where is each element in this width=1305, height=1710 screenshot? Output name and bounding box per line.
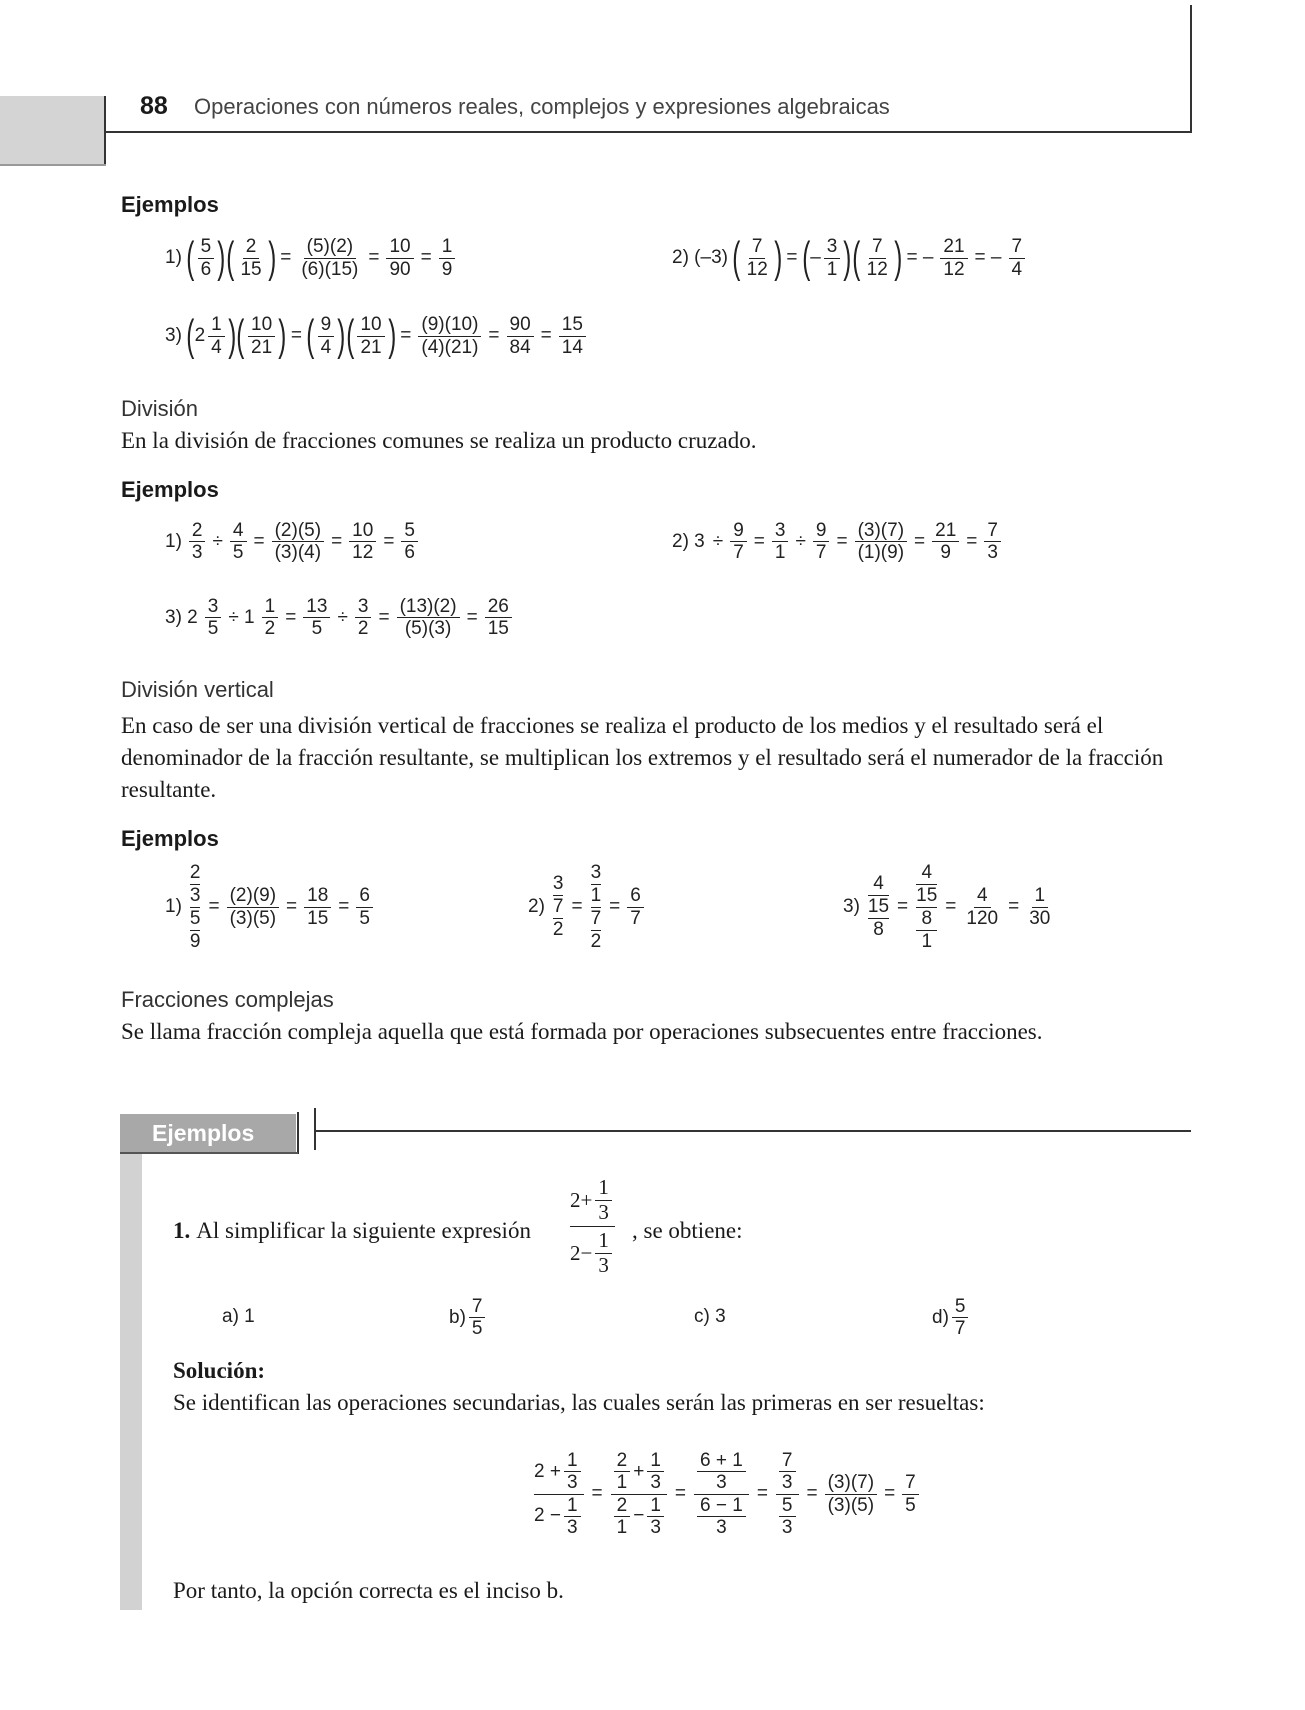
math-vertical-1: 1) 2 3 5 9 = $\frac{(2)(9)}{(3)(5)}$ = $\frac{18}{15}$ = $\frac{6}{5}$: [165, 862, 376, 952]
section-heading: Ejemplos: [121, 826, 219, 851]
math-division-2: 2) 3 ÷ $\frac{9}{7}$ = $\frac{3}{1}$ ÷ $\frac{9}{7}$ = $\frac{(3)(7)}{(1)(9)}$ = $\frac{21}{9}$ = $\frac{7}{3}$: [672, 520, 1004, 564]
math-example-2: 2) (–3) ( 7 12 ) = ( – 3 1 ) ( 7 12 ) = – $\frac{21}{12}$ = – 7 4: [672, 236, 1028, 280]
math-division-3: 3) 2 $\frac{3}{5}$ ÷ 1 $\frac{1}{2}$ = $\frac{13}{5}$ ÷ $\frac{3}{2}$ = $\frac{(13)(2)}{(5)(3)}$ = $\frac{26}{15}$: [165, 596, 515, 640]
header-rule: [0, 164, 106, 166]
option-d: d) 5 7: [932, 1296, 971, 1340]
problem-number: 1.: [173, 1218, 191, 1243]
paragraph-division: En la división de fracciones comunes se realiza un producto cruzado.: [121, 428, 757, 453]
problem-suffix: , se obtiene:: [632, 1218, 743, 1243]
section-heading: Ejemplos: [121, 192, 219, 217]
math-division-1: 1) $\frac{2}{3}$ ÷ $\frac{4}{5}$ = $\frac{(2)(5)}{(3)(4)}$ = $\frac{10}{12}$ = $\frac{5}{6}$: [165, 520, 421, 564]
problem-statement: [173, 1218, 531, 1244]
page-title: Operaciones con números reales, complejos y expresiones algebraicas: [194, 94, 890, 119]
solucion-text: Se identifican las operaciones secundarias, las cuales serán las primeras en ser resueltas:: [173, 1390, 985, 1415]
header-rule: [1190, 5, 1192, 133]
option-c: c) 3: [694, 1306, 726, 1327]
box-rule: [120, 1152, 298, 1154]
option-b: b) 7 5: [449, 1296, 488, 1340]
conclusion-text: Por tanto, la opción correcta es el inciso b.: [173, 1578, 564, 1603]
problem-text: Al simplificar la siguiente expresión: [196, 1218, 531, 1243]
header-rule: [104, 131, 1192, 133]
section-heading: Ejemplos: [121, 477, 219, 502]
math-vertical-3: 3) 4 15 8 = 4 15 8 1 = $\frac{4}{120}$ = $\frac{1}{30}$: [843, 862, 1051, 952]
subheading-division-vertical: División vertical: [121, 677, 274, 702]
box-rule: [297, 1112, 299, 1154]
math-vertical-2: 2) 3 7 2 = 3 1 7 2 = $\frac{6}{7}$: [528, 862, 647, 952]
paragraph-fracciones-complejas: Se llama fracción compleja aquella que está formada por operaciones subsecuentes entre fracciones.: [121, 1019, 1043, 1044]
ejemplos-sidebar: [120, 1154, 142, 1610]
page-number: 88: [140, 92, 168, 120]
subheading-division: División: [121, 396, 199, 421]
box-rule: [314, 1130, 1191, 1132]
complex-fraction: 2+ 1 3 2− 1 3: [570, 1176, 615, 1277]
math-example-3: 3) ( 2 1 4 ) ( 10 21 ) = ( 9 4 ) ( 10 21 ) = $\frac{(9)(10)}{(4)(21)}$ = $\frac{90}{84}$ = $\frac{15}{14}$: [165, 314, 589, 358]
math-example-1: 1) ( 5 6 ) ( 2 15 ) = $\frac{(5)(2)}{(6)(15)}$ = $\frac{10}{90}$ = $\frac{1}{9}$: [165, 236, 458, 280]
ejemplos-box-title: Ejemplos: [120, 1114, 296, 1152]
subheading-fracciones-complejas: Fracciones complejas: [121, 987, 334, 1012]
solution-math: 2 + 1 3 2 − 1 3 = 2 1 + 1 3 2 1 − 1 3 = $\frac{\frac{6 + 1}{3}}{\frac{6 - 1}{3}}$ = $\frac{\frac{7}{3}}{\frac{5}{3}}$ = $\frac{(3)(7)}{(3)(5)}$ = $\frac{7}{5}$: [530, 1450, 922, 1538]
paragraph-division-vertical: En caso de ser una división vertical de fracciones se realiza el producto de los medios y el resultado será el denominador de la fracción resultante, se multiplican los extremos y el resultado será el numerador de la fracción resultante.: [121, 713, 1164, 802]
option-a: a) 1: [222, 1306, 255, 1327]
box-rule: [314, 1108, 316, 1150]
header-gray-block: [0, 96, 106, 166]
solucion-label: Solución:: [173, 1358, 266, 1383]
